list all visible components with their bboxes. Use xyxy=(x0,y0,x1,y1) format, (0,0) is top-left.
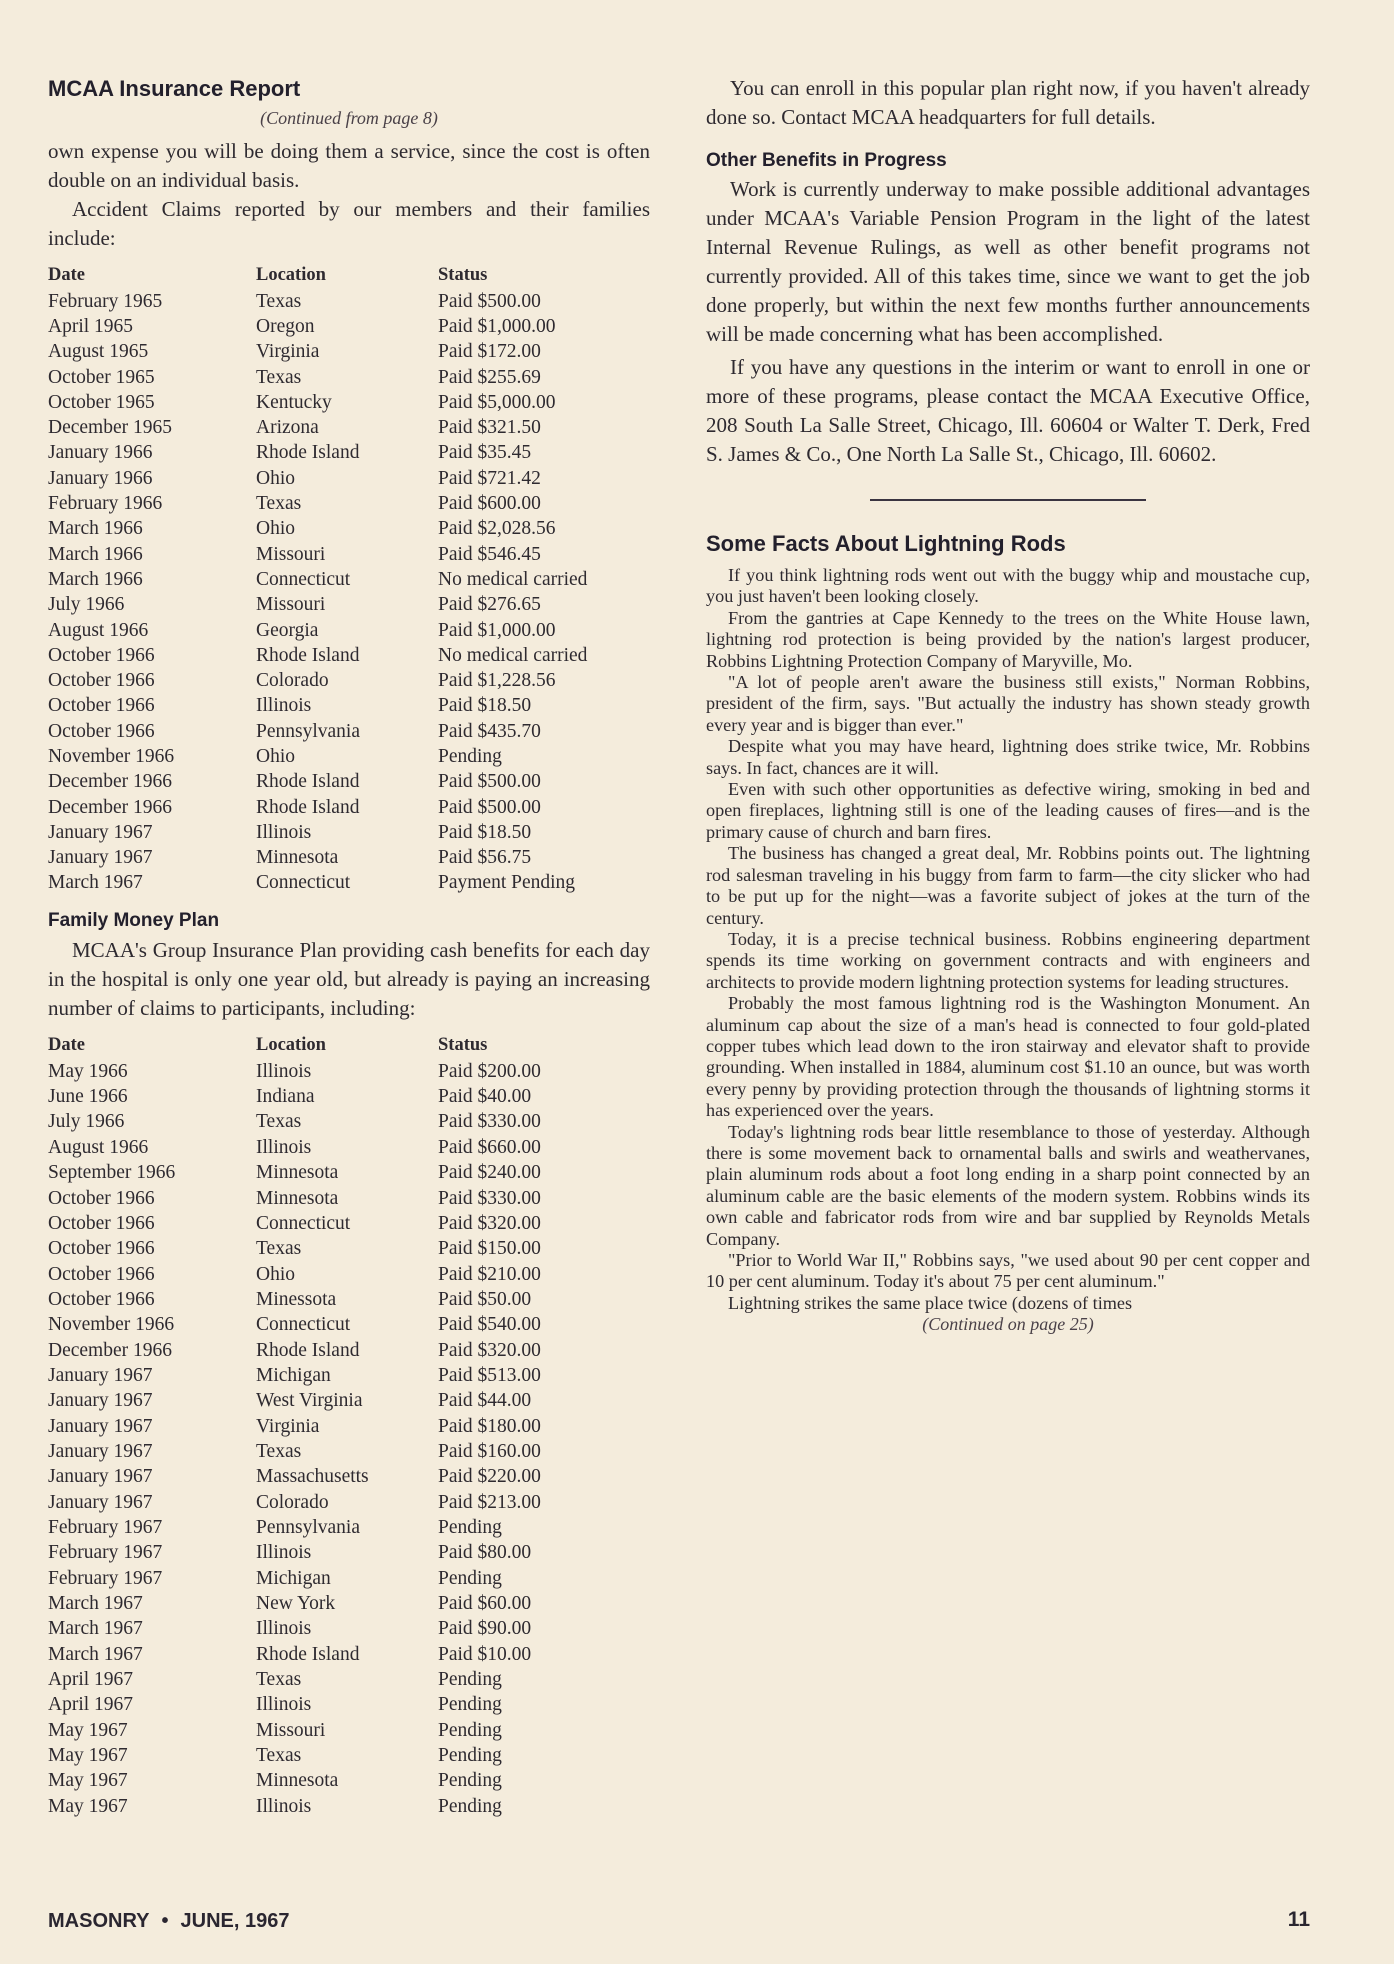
claim-location: Minnesota xyxy=(256,1162,339,1184)
table-row xyxy=(48,1084,650,1109)
table-row xyxy=(48,314,650,339)
location-column-header: Location xyxy=(256,264,326,285)
claim-date: October 1966 xyxy=(48,1187,155,1209)
claim-location: Arizona xyxy=(256,417,319,439)
table-row xyxy=(48,1262,650,1287)
lightning-article-body xyxy=(706,565,1310,1314)
claim-location: Michigan xyxy=(256,1364,331,1386)
claim-date: October 1966 xyxy=(48,1238,155,1260)
claim-location: Virginia xyxy=(256,1415,320,1437)
claim-status: Pending xyxy=(438,1770,502,1792)
claim-date: May 1967 xyxy=(48,1795,128,1817)
table-row xyxy=(48,1642,650,1667)
claim-status: Payment Pending xyxy=(438,872,576,894)
table-row xyxy=(48,694,650,719)
claim-date: February 1967 xyxy=(48,1542,163,1564)
claim-location: Connecticut xyxy=(256,1314,351,1336)
claim-date: March 1967 xyxy=(48,1618,143,1640)
claim-location: Texas xyxy=(256,1111,302,1133)
claim-date: October 1966 xyxy=(48,1288,155,1310)
accident-claims-table xyxy=(48,261,650,896)
magazine-name: MASONRY xyxy=(48,1910,150,1932)
claim-date: June 1966 xyxy=(48,1086,128,1108)
table-row xyxy=(48,1591,650,1616)
claim-date: January 1967 xyxy=(48,1364,153,1386)
claim-status: No medical carried xyxy=(438,568,588,590)
lightning-paragraph: Today's lightning rods bear little resemblance to those of yesterday. Although there is some movement back to ornamental balls and swirls and weathervanes, plain aluminum rods about a foot long ending in a sharp point connected by an aluminum cable are the basic elements of the modern system. Robbins winds its own cable and fabricator rods from wire and bar supplied by Reynolds Metals Company. xyxy=(706,1121,1310,1249)
lightning-paragraph: Even with such other opportunities as defective wiring, smoking in bed and open fireplaces, lightning still is one of the leading causes of fires—and is the primary cause of church and barn fires. xyxy=(706,779,1310,842)
claim-status: Paid $18.50 xyxy=(438,695,532,717)
claim-date: October 1966 xyxy=(48,644,155,666)
claim-location: Illinois xyxy=(256,695,312,717)
claim-location: Connecticut xyxy=(256,568,351,590)
benefits-paragraph-2: If you have any questions in the interim or want to enroll in one or more of these programs, please contact the MCAA Executive Office, 208 South La Salle Street, Chicago, Ill. 60604 or Walter T. Derk, Fred S. James & Co., One North La Salle St., Chicago, Ill. 60602. xyxy=(706,355,1310,466)
lightning-paragraph: From the gantries at Cape Kennedy to the trees on the White House lawn, lightning rod protection is being provided by the nation's largest producer, Robbins Lightning Protection Company of Maryville, Mo. xyxy=(706,607,1310,671)
table-row xyxy=(48,517,650,542)
right-column xyxy=(706,74,1310,1343)
claim-date: January 1967 xyxy=(48,1390,153,1412)
claim-status: Paid $330.00 xyxy=(438,1111,541,1133)
claim-status: Paid $50.00 xyxy=(438,1288,532,1310)
table-row xyxy=(48,1541,650,1566)
table-row xyxy=(48,770,650,795)
claim-status: Paid $320.00 xyxy=(438,1339,541,1361)
status-column-header: Status xyxy=(438,264,488,285)
table-row xyxy=(48,466,650,491)
table-row xyxy=(48,1718,650,1743)
table-row xyxy=(48,1743,650,1768)
claim-status: Paid $255.69 xyxy=(438,366,541,388)
claim-date: October 1966 xyxy=(48,1212,155,1234)
claim-status: Paid $1,228.56 xyxy=(438,670,556,692)
claim-status: Paid $160.00 xyxy=(438,1440,541,1462)
claim-status: Paid $35.45 xyxy=(438,442,532,464)
claim-date: October 1966 xyxy=(48,695,155,717)
claim-date: May 1966 xyxy=(48,1060,128,1082)
section-divider xyxy=(870,499,1146,501)
claim-location: Oregon xyxy=(256,315,315,337)
claim-date: March 1966 xyxy=(48,568,143,590)
claim-status: Pending xyxy=(438,1795,502,1817)
enroll-paragraph: You can enroll in this popular plan right now, if you haven't already done so. Contact MCAA headquarters for full details. xyxy=(706,76,1310,129)
claim-location: Rhode Island xyxy=(256,771,360,793)
claim-location: Minessota xyxy=(256,1288,337,1310)
claim-status: Pending xyxy=(438,1719,502,1741)
claim-status: Paid $220.00 xyxy=(438,1466,541,1488)
claim-date: October 1965 xyxy=(48,391,155,413)
claim-date: February 1967 xyxy=(48,1567,163,1589)
claim-status: Paid $500.00 xyxy=(438,290,541,312)
continued-from-note: (Continued from page 8) xyxy=(260,108,438,128)
claim-status: Paid $240.00 xyxy=(438,1162,541,1184)
claim-location: Ohio xyxy=(256,518,295,540)
lightning-paragraph: Today, it is a precise technical business. Robbins engineering department spends its time working on government contracts and with engineers and architects to provide modern lightning protection systems for leading structures. xyxy=(706,928,1310,992)
claim-status: Paid $44.00 xyxy=(438,1390,532,1412)
claim-location: Texas xyxy=(256,366,302,388)
claim-status: Pending xyxy=(438,1745,502,1767)
claim-status: Paid $60.00 xyxy=(438,1593,532,1615)
claim-location: Texas xyxy=(256,290,302,312)
claim-date: February 1966 xyxy=(48,493,163,515)
claim-date: March 1967 xyxy=(48,1643,143,1665)
table-row xyxy=(48,668,650,693)
table-row xyxy=(48,744,650,769)
claim-location: Minnesota xyxy=(256,1187,339,1209)
table-row xyxy=(48,795,650,820)
table-row xyxy=(48,491,650,516)
claim-date: April 1965 xyxy=(48,315,134,337)
table-row xyxy=(48,846,650,871)
claim-date: December 1966 xyxy=(48,796,172,818)
claim-status: Paid $1,000.00 xyxy=(438,619,556,641)
family-money-plan-paragraph: MCAA's Group Insurance Plan providing cash benefits for each day in the hospital is only one year old, but already is paying an increasing number of claims to participants, including: xyxy=(48,938,650,1021)
claim-location: Connecticut xyxy=(256,872,351,894)
claim-location: Indiana xyxy=(256,1086,315,1108)
claim-location: Michigan xyxy=(256,1567,331,1589)
claim-date: May 1967 xyxy=(48,1770,128,1792)
claim-location: Rhode Island xyxy=(256,442,360,464)
table-row xyxy=(48,1338,650,1363)
claim-date: January 1967 xyxy=(48,1415,153,1437)
claim-status: Paid $330.00 xyxy=(438,1187,541,1209)
table-row xyxy=(48,618,650,643)
table-row xyxy=(48,289,650,314)
date-column-header: Date xyxy=(48,1034,85,1055)
status-column-header: Status xyxy=(438,1034,488,1055)
insurance-paragraph-1: own expense you will be doing them a service, since the cost is often double on an individual basis. xyxy=(48,139,650,192)
other-benefits-title: Other Benefits in Progress xyxy=(706,150,947,171)
insurance-report-title: MCAA Insurance Report xyxy=(48,76,301,101)
claim-location: Texas xyxy=(256,493,302,515)
claim-location: Ohio xyxy=(256,745,295,767)
claim-date: October 1966 xyxy=(48,670,155,692)
claim-date: January 1966 xyxy=(48,467,153,489)
claim-location: New York xyxy=(256,1593,336,1615)
claim-status: Paid $80.00 xyxy=(438,1542,532,1564)
claim-date: August 1966 xyxy=(48,1136,149,1158)
claim-status: Paid $180.00 xyxy=(438,1415,541,1437)
claim-location: Texas xyxy=(256,1669,302,1691)
claim-location: Minnesota xyxy=(256,847,339,869)
claim-location: Illinois xyxy=(256,1618,312,1640)
table-row xyxy=(48,1414,650,1439)
bullet-separator: • xyxy=(161,1910,169,1932)
page-number: 11 xyxy=(1287,1908,1310,1931)
claim-status: Pending xyxy=(438,1567,502,1589)
table-row xyxy=(48,1363,650,1388)
claim-date: April 1967 xyxy=(48,1694,134,1716)
claim-location: Rhode Island xyxy=(256,1339,360,1361)
claim-location: Illinois xyxy=(256,1060,312,1082)
claim-location: Texas xyxy=(256,1440,302,1462)
claim-date: May 1967 xyxy=(48,1745,128,1767)
table-row xyxy=(48,1186,650,1211)
claim-location: Texas xyxy=(256,1745,302,1767)
claim-location: Missouri xyxy=(256,543,326,565)
claim-date: October 1965 xyxy=(48,366,155,388)
table-row xyxy=(48,1389,650,1414)
claim-date: August 1965 xyxy=(48,341,149,363)
table-row xyxy=(48,390,650,415)
claim-date: September 1966 xyxy=(48,1162,176,1184)
claim-location: Colorado xyxy=(256,1491,329,1513)
claim-location: Rhode Island xyxy=(256,644,360,666)
table-row xyxy=(48,441,650,466)
claim-status: Paid $213.00 xyxy=(438,1491,541,1513)
claim-status: Pending xyxy=(438,1669,502,1691)
claim-status: Paid $18.50 xyxy=(438,821,532,843)
claim-status: Paid $40.00 xyxy=(438,1086,532,1108)
claim-date: July 1966 xyxy=(48,1111,125,1133)
claim-date: February 1965 xyxy=(48,290,163,312)
table-row xyxy=(48,871,650,896)
lightning-paragraph: If you think lightning rods went out with the buggy whip and moustache cup, you just haven't been looking closely. xyxy=(706,565,1310,607)
claim-status: Paid $540.00 xyxy=(438,1314,541,1336)
claim-date: March 1967 xyxy=(48,1593,143,1615)
claim-location: West Virginia xyxy=(256,1390,363,1412)
claim-status: Paid $5,000.00 xyxy=(438,391,556,413)
claim-location: Missouri xyxy=(256,594,326,616)
claim-status: Paid $600.00 xyxy=(438,493,541,515)
table-row xyxy=(48,1769,650,1794)
claim-status: Pending xyxy=(438,745,502,767)
claim-status: Paid $721.42 xyxy=(438,467,541,489)
claim-date: March 1966 xyxy=(48,543,143,565)
claim-date: January 1967 xyxy=(48,1466,153,1488)
claim-location: Illinois xyxy=(256,1694,312,1716)
lightning-paragraph: "Prior to World War II," Robbins says, "we used about 90 per cent copper and 10 per cent aluminum. Today it's about 75 per cent aluminum." xyxy=(706,1250,1310,1292)
claim-status: Paid $150.00 xyxy=(438,1238,541,1260)
claim-location: Rhode Island xyxy=(256,796,360,818)
claim-status: Paid $660.00 xyxy=(438,1136,541,1158)
table-row xyxy=(48,567,650,592)
family-money-plan-title: Family Money Plan xyxy=(48,910,220,932)
lightning-paragraph: "A lot of people aren't aware the business still exists," Norman Robbins, president of the firm, says. "But actually the industry has shown steady growth every year and is bigger than ever." xyxy=(706,672,1310,735)
lightning-paragraph: Lightning strikes the same place twice (dozens of times xyxy=(728,1292,1133,1313)
table-row xyxy=(48,719,650,744)
table-row xyxy=(48,1110,650,1135)
claim-location: Texas xyxy=(256,1238,302,1260)
claim-location: Pennsylvania xyxy=(256,720,360,742)
lightning-paragraph: Probably the most famous lightning rod is the Washington Monument. An aluminum cap about the size of a man's head is connected to four gold-plated copper tubes which lead down to the iron stairway and elevator shaft to provide grounding. When installed in 1884, aluminum cost $1.10 an ounce, but was worth every penny by providing protection through the thousands of lightning storms it has experienced over the years. xyxy=(706,993,1310,1121)
claim-status: Paid $435.70 xyxy=(438,720,541,742)
claim-date: December 1966 xyxy=(48,771,172,793)
claim-status: Pending xyxy=(438,1694,502,1716)
issue-date: JUNE, 1967 xyxy=(180,1910,290,1932)
claim-status: Paid $90.00 xyxy=(438,1618,532,1640)
claim-location: Illinois xyxy=(256,1795,312,1817)
claim-status: Paid $210.00 xyxy=(438,1263,541,1285)
claim-date: January 1967 xyxy=(48,821,153,843)
claim-date: March 1966 xyxy=(48,518,143,540)
table-row xyxy=(48,593,650,618)
table-row xyxy=(48,1566,650,1591)
claim-date: March 1967 xyxy=(48,872,143,894)
claim-status: No medical carried xyxy=(438,644,588,666)
insurance-paragraph-2: Accident Claims reported by our members and their families include: xyxy=(48,197,650,250)
claim-status: Paid $276.65 xyxy=(438,594,541,616)
claim-date: January 1966 xyxy=(48,442,153,464)
claim-status: Paid $172.00 xyxy=(438,341,541,363)
claim-status: Paid $546.45 xyxy=(438,543,541,565)
claim-location: Georgia xyxy=(256,619,319,641)
claim-status: Paid $1,000.00 xyxy=(438,315,556,337)
family-claims-table xyxy=(48,1031,650,1819)
claim-status: Paid $56.75 xyxy=(438,847,532,869)
benefits-paragraph-1: Work is currently underway to make possible additional advantages under MCAA's Variable Pension Program in the light of the latest Internal Revenue Rulings, as well as other benefit programs not currently provided. All of this takes time, since we want to get the job done properly, but within the next few months further announcements will be made concerning what has been accomplished. xyxy=(706,177,1310,346)
claim-date: November 1966 xyxy=(48,745,175,767)
claim-date: May 1967 xyxy=(48,1719,128,1741)
table-row xyxy=(48,1515,650,1540)
claim-location: Massachusetts xyxy=(256,1466,369,1488)
footer-issue-line xyxy=(48,1910,289,1933)
table-row xyxy=(48,1617,650,1642)
claim-date: August 1966 xyxy=(48,619,149,641)
claim-location: Illinois xyxy=(256,1542,312,1564)
claim-date: October 1966 xyxy=(48,720,155,742)
table-row xyxy=(48,1135,650,1160)
lightning-paragraph: The business has changed a great deal, Mr. Robbins points out. The lightning rod salesman traveling in his buggy from farm to farm—the city slicker who had to be put up for the night—was a favorite subject of jokes at the turn of the century. xyxy=(706,843,1310,928)
claim-date: April 1967 xyxy=(48,1669,134,1691)
table-row xyxy=(48,1237,650,1262)
claim-date: December 1965 xyxy=(48,417,172,439)
table-row xyxy=(48,1287,650,1312)
claim-date: January 1967 xyxy=(48,847,153,869)
claim-location: Ohio xyxy=(256,1263,295,1285)
claim-location: Colorado xyxy=(256,670,329,692)
claim-date: January 1967 xyxy=(48,1440,153,1462)
table-row xyxy=(48,1161,650,1186)
claim-location: Rhode Island xyxy=(256,1643,360,1665)
table-row xyxy=(48,365,650,390)
claim-date: October 1966 xyxy=(48,1263,155,1285)
table-row xyxy=(48,1794,650,1819)
claim-status: Paid $320.00 xyxy=(438,1212,541,1234)
claim-status: Paid $321.50 xyxy=(438,417,541,439)
table-row xyxy=(48,542,650,567)
claim-date: February 1967 xyxy=(48,1516,163,1538)
table-row xyxy=(48,1667,650,1692)
table-header-row xyxy=(48,1031,650,1059)
left-column xyxy=(48,76,650,1819)
claim-date: December 1966 xyxy=(48,1339,172,1361)
table-row xyxy=(48,1059,650,1084)
table-row xyxy=(48,1211,650,1236)
table-row xyxy=(48,340,650,365)
claim-date: November 1966 xyxy=(48,1314,175,1336)
table-row xyxy=(48,1313,650,1338)
claim-location: Illinois xyxy=(256,1136,312,1158)
continued-on-note: (Continued on page 25) xyxy=(922,1314,1094,1335)
claim-status: Paid $513.00 xyxy=(438,1364,541,1386)
claim-status: Paid $10.00 xyxy=(438,1643,532,1665)
table-row xyxy=(48,1490,650,1515)
claim-status: Pending xyxy=(438,1516,502,1538)
table-row xyxy=(48,1693,650,1718)
claim-status: Paid $500.00 xyxy=(438,771,541,793)
claim-date: July 1966 xyxy=(48,594,125,616)
table-row xyxy=(48,415,650,440)
claim-location: Pennsylvania xyxy=(256,1516,360,1538)
claim-location: Minnesota xyxy=(256,1770,339,1792)
table-row xyxy=(48,1465,650,1490)
claim-location: Kentucky xyxy=(256,391,332,413)
location-column-header: Location xyxy=(256,1034,326,1055)
claim-location: Virginia xyxy=(256,341,320,363)
table-row xyxy=(48,643,650,668)
claim-date: January 1967 xyxy=(48,1491,153,1513)
claim-location: Connecticut xyxy=(256,1212,351,1234)
claim-location: Illinois xyxy=(256,821,312,843)
claim-status: Paid $200.00 xyxy=(438,1060,541,1082)
claim-status: Paid $2,028.56 xyxy=(438,518,556,540)
table-header-row xyxy=(48,261,650,289)
table-row xyxy=(48,820,650,845)
claim-location: Missouri xyxy=(256,1719,326,1741)
claim-status: Paid $500.00 xyxy=(438,796,541,818)
claim-location: Ohio xyxy=(256,467,295,489)
lightning-rods-title: Some Facts About Lightning Rods xyxy=(706,531,1066,556)
lightning-paragraph: Despite what you may have heard, lightning does strike twice, Mr. Robbins says. In fact, chances are it will. xyxy=(706,736,1310,778)
date-column-header: Date xyxy=(48,264,85,285)
table-row xyxy=(48,1439,650,1464)
